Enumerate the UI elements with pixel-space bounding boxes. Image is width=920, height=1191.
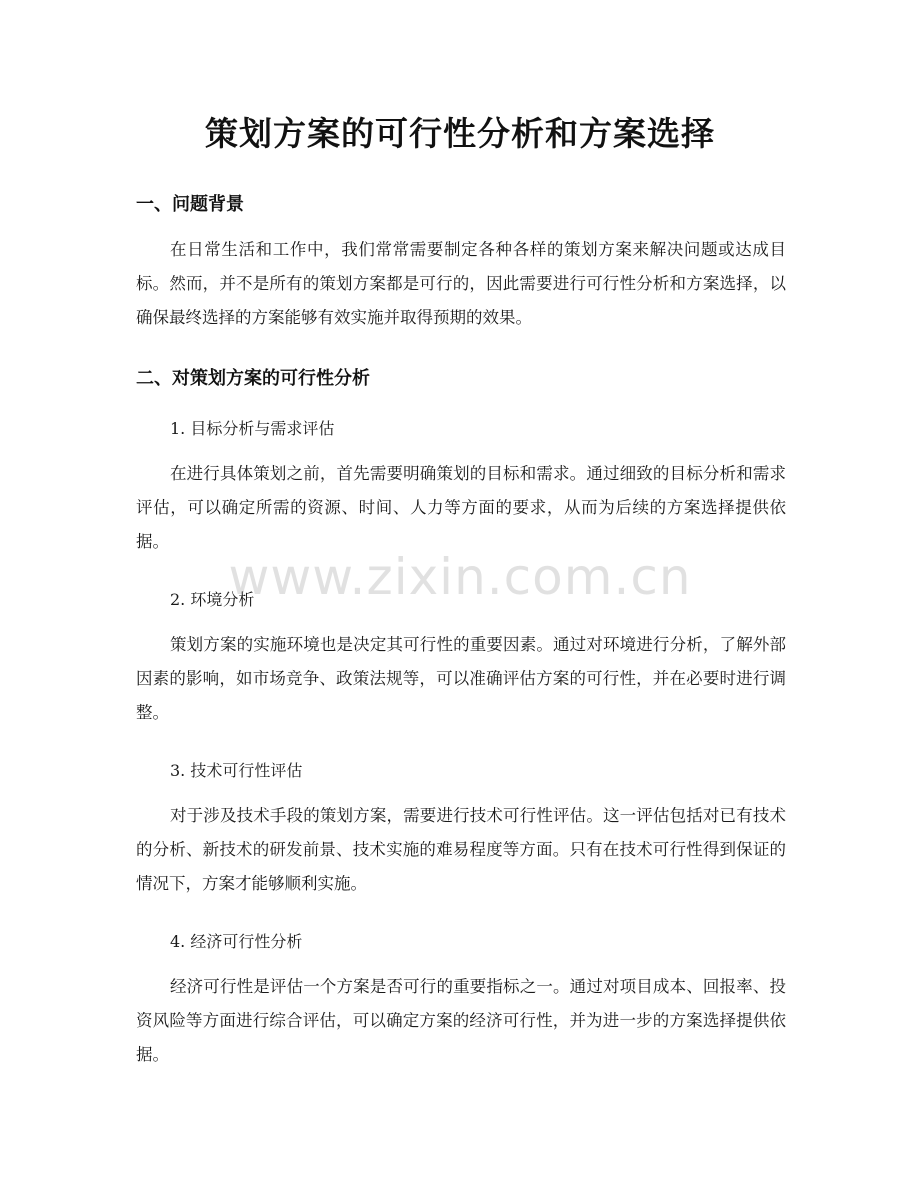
page-title: 策划方案的可行性分析和方案选择 [205, 114, 715, 153]
section-heading-background: 一、问题背景 [136, 194, 244, 215]
paragraph-economy: 经济可行性是评估一个方案是否可行的重要指标之一。通过对项目成本、回报率、投资风险等方面进行综合评估，可以确定方案的经济可行性，并为进一步的方案选择提供依据。 [136, 977, 786, 1064]
watermark: www.zixin.com.cn [228, 548, 692, 606]
paragraph-environment: 策划方案的实施环境也是决定其可行性的重要因素。通过对环境进行分析，了解外部因素的影响，如市场竞争、政策法规等，可以准确评估方案的可行性，并在必要时进行调整。 [136, 635, 786, 722]
paragraph-technology: 对于涉及技术手段的策划方案，需要进行技术可行性评估。这一评估包括对已有技术的分析、新技术的研发前景、技术实施的难易程度等方面。只有在技术可行性得到保证的情况下，方案才能够顺利实施。 [136, 806, 786, 893]
paragraph-background: 在日常生活和工作中，我们常常需要制定各种各样的策划方案来解决问题或达成目标。然而，并不是所有的策划方案都是可行的，因此需要进行可行性分析和方案选择，以确保最终选择的方案能够有效实施并取得预期的效果。 [136, 240, 786, 327]
subsection-heading-environment: 2. 环境分析 [170, 590, 255, 609]
paragraph-goal: 在进行具体策划之前，首先需要明确策划的目标和需求。通过细致的目标分析和需求评估，可以确定所需的资源、时间、人力等方面的要求，从而为后续的方案选择提供依据。 [136, 464, 786, 551]
subsection-heading-economy: 4. 经济可行性分析 [170, 932, 303, 951]
section-heading-feasibility: 二、对策划方案的可行性分析 [136, 368, 370, 389]
subsection-heading-goal: 1. 目标分析与需求评估 [170, 419, 335, 438]
subsection-heading-technology: 3. 技术可行性评估 [170, 761, 303, 780]
